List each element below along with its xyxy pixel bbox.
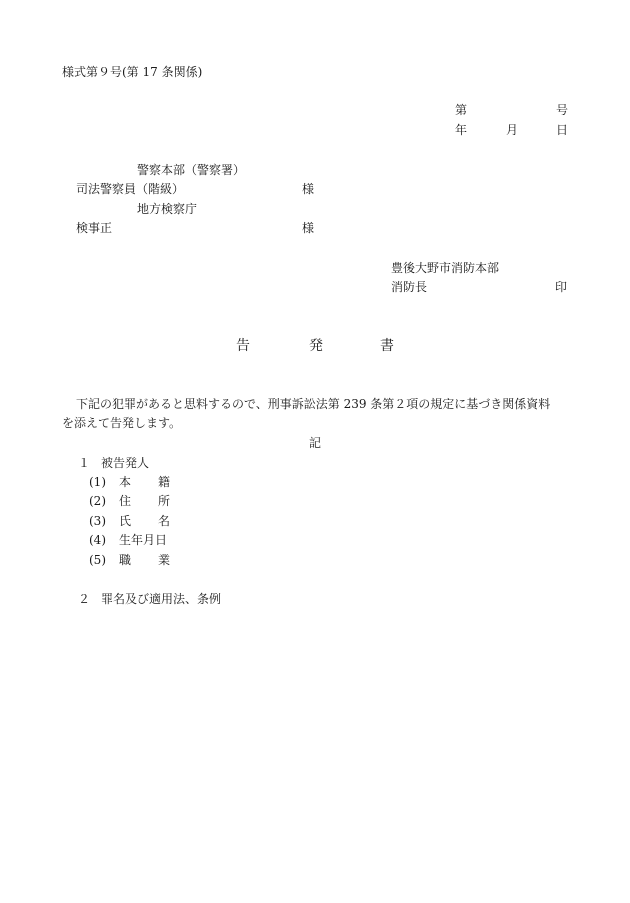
date-hi: 日 — [556, 123, 569, 137]
sender-title: 消防長 — [391, 280, 428, 294]
body-text-line-1: 下記の犯罪があると思料するので、刑事訴訟法第 239 条第２項の規定に基づき関係資料 — [76, 397, 551, 411]
addressee-police-officer: 司法警察員（階級） — [76, 182, 185, 196]
date-tsuki: 月 — [506, 123, 519, 137]
item-3-label-b: 名 — [158, 514, 171, 528]
item-2-label-a: 住 — [119, 494, 132, 508]
sender-organization: 豊後大野市消防本部 — [391, 261, 500, 275]
addressee-prosecutor-office: 地方検察庁 — [137, 202, 198, 216]
date-nen: 年 — [455, 123, 468, 137]
ref-go: 号 — [556, 103, 569, 117]
item-2-label-b: 所 — [158, 494, 171, 508]
section-1-heading: 被告発人 — [101, 456, 150, 470]
item-4-label: 生年月日 — [119, 533, 168, 547]
item-1-label-a: 本 — [119, 475, 132, 489]
addressee-sama-1: 様 — [302, 182, 315, 196]
addressee-prosecutor: 検事正 — [76, 221, 113, 235]
sender-seal: 印 — [555, 280, 568, 294]
item-1-label-b: 籍 — [158, 475, 171, 489]
section-2-number: ２ — [78, 592, 91, 606]
section-1-number: １ — [78, 456, 91, 470]
item-3-num: (3) — [89, 514, 106, 528]
ki-label: 記 — [309, 436, 322, 450]
addressee-police-hq: 警察本部（警察署） — [137, 163, 246, 177]
item-2-num: (2) — [89, 494, 106, 508]
item-4-num: (4) — [89, 533, 106, 547]
item-1-num: (1) — [89, 475, 106, 489]
document-title-char-1: 告 — [236, 338, 250, 354]
item-5-label-b: 業 — [158, 553, 171, 567]
section-2-heading: 罪名及び適用法、条例 — [101, 592, 222, 606]
item-5-label-a: 職 — [119, 553, 132, 567]
document-title-char-2: 発 — [309, 338, 323, 354]
ref-dai: 第 — [455, 103, 468, 117]
body-text-line-2: を添えて告発します。 — [62, 416, 182, 430]
form-label: 様式第９号(第 17 条関係) — [62, 65, 203, 79]
document-title-char-3: 書 — [380, 338, 394, 354]
item-3-label-a: 氏 — [119, 514, 132, 528]
addressee-sama-2: 様 — [302, 221, 315, 235]
item-5-num: (5) — [89, 553, 106, 567]
